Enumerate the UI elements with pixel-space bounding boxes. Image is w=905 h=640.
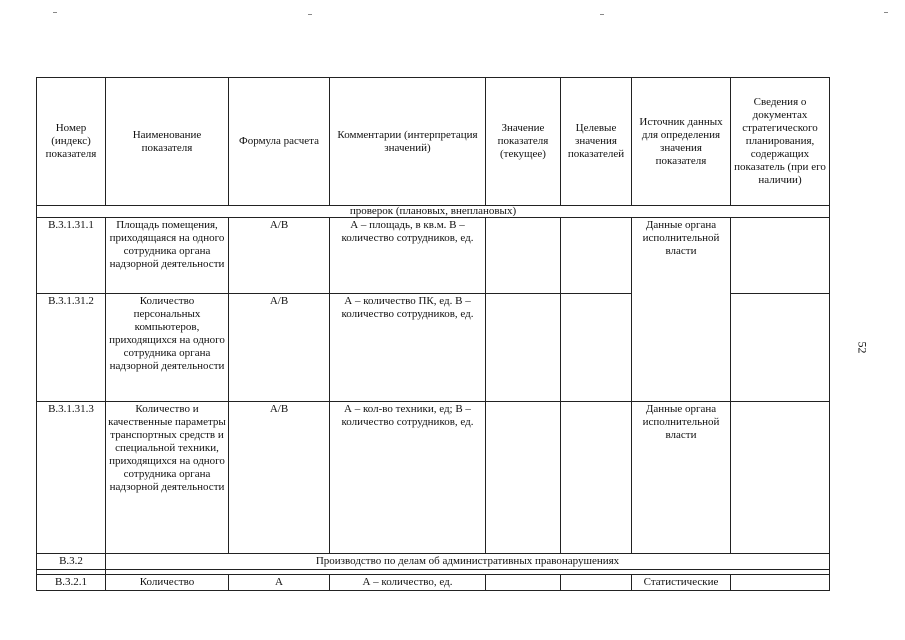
row-strategic-docs: [731, 575, 830, 591]
table-row: [37, 218, 830, 294]
row-name: Количество: [106, 575, 229, 591]
row-comment: А – кол-во техники, ед; В – количество сотрудников, ед.: [330, 402, 486, 554]
section-row: [37, 554, 830, 570]
row-strategic-docs: [731, 294, 830, 402]
row-index: В.3.1.31.2: [37, 294, 106, 402]
header-strategic-docs: Сведения о документах стратегического планирования, содержащих показатель (при его наличии): [731, 78, 830, 206]
header-index: Номер (индекс) показателя: [37, 78, 106, 206]
row-target-value: [561, 402, 632, 554]
row-comment: А – площадь, в кв.м. В – количество сотрудников, ед.: [330, 218, 486, 294]
section-continuation: проверок (плановых, внеплановых): [37, 206, 830, 218]
row-current-value: [486, 294, 561, 402]
row-comment: А – количество, ед.: [330, 575, 486, 591]
row-name: Количество и качественные параметры транспортных средств и специальной техники, приходящихся на одного сотрудника органа надзорной деятельности: [106, 402, 229, 554]
table-row: [37, 575, 830, 591]
header-source: Источник данных для определения значения показателя: [632, 78, 731, 206]
scan-speck: [600, 14, 604, 15]
page-number: 52: [855, 341, 870, 354]
row-formula: А/В: [229, 402, 330, 554]
row-index: В.3.1.31.1: [37, 218, 106, 294]
table-header-row: [37, 78, 830, 206]
row-current-value: [486, 402, 561, 554]
row-source-merged: Данные органа исполнительной власти: [632, 218, 731, 402]
row-index: В.3.2.1: [37, 575, 106, 591]
row-formula: А/В: [229, 294, 330, 402]
row-index: В.3.1.31.3: [37, 402, 106, 554]
row-name: Количество персональных компьютеров, приходящихся на одного сотрудника органа надзорной деятельности: [106, 294, 229, 402]
table-row: [37, 402, 830, 554]
row-target-value: [561, 575, 632, 591]
header-formula: Формула расчета: [229, 78, 330, 206]
section-index: В.3.2: [37, 554, 106, 570]
scan-speck: [884, 12, 888, 13]
row-current-value: [486, 218, 561, 294]
row-comment: А – количество ПК, ед. В – количество сотрудников, ед.: [330, 294, 486, 402]
row-strategic-docs: [731, 218, 830, 294]
row-source: Данные органа исполнительной власти: [632, 402, 731, 554]
section-continuation-row: [37, 206, 830, 218]
scan-speck: [53, 12, 57, 13]
row-formula: А: [229, 575, 330, 591]
row-formula: А/В: [229, 218, 330, 294]
scan-speck: [308, 14, 312, 15]
header-comment: Комментарии (интерпретация значений): [330, 78, 486, 206]
section-title: Производство по делам об административных правонарушениях: [106, 554, 830, 570]
header-target-value: Целевые значения показателей: [561, 78, 632, 206]
header-current-value: Значение показателя (текущее): [486, 78, 561, 206]
row-source: Статистические: [632, 575, 731, 591]
row-strategic-docs: [731, 402, 830, 554]
row-target-value: [561, 294, 632, 402]
header-name: Наименование показателя: [106, 78, 229, 206]
indicator-table: [36, 77, 830, 591]
row-name: Площадь помещения, приходящаяся на одного сотрудника органа надзорной деятельности: [106, 218, 229, 294]
row-target-value: [561, 218, 632, 294]
row-current-value: [486, 575, 561, 591]
